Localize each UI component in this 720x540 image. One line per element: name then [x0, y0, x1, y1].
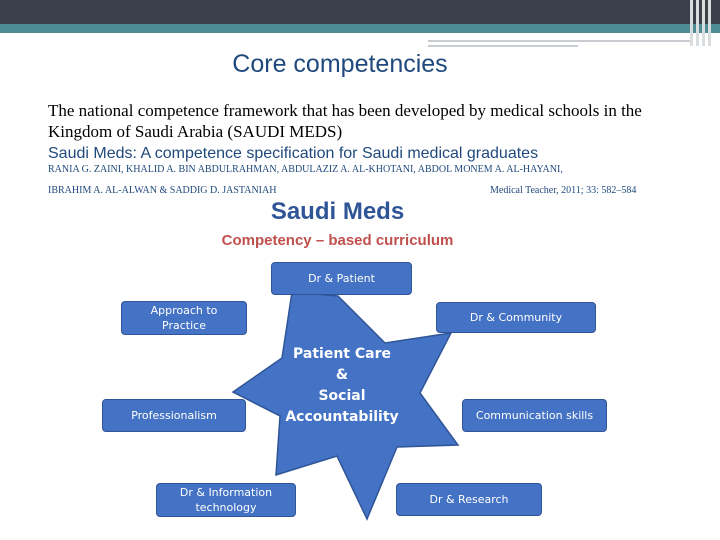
intro-text: The national competence framework that has been developed by medical schools in the Kingdom of Saudi Arabia (SAUDI MEDS)	[48, 101, 642, 141]
node-professionalism	[102, 399, 246, 432]
node-label: Dr & Information	[179, 486, 273, 499]
node-dr-community	[436, 302, 596, 333]
node-label: Dr & Patient	[308, 272, 375, 285]
center-line: Accountability	[285, 409, 399, 425]
authors-line-1: RANIA G. ZAINI, KHALID A. BIN ABDULRAHMAN, ABDULAZIZ A. AL-KHOTANI, ABDOL MONEM A. AL-HAYANI,	[48, 164, 563, 175]
node-label: technology	[195, 501, 257, 514]
center-line: Social	[318, 388, 366, 404]
top-bar	[0, 0, 720, 24]
top-corner-stripes	[690, 0, 720, 46]
figure-subtitle: Competency – based curriculum	[221, 232, 454, 249]
node-label: Approach to	[150, 304, 218, 317]
figure-title: Saudi Meds	[270, 198, 405, 225]
node-approach-to-practice	[121, 301, 247, 335]
slide-title: Core competencies	[232, 50, 448, 78]
top-accent-bar	[0, 24, 720, 33]
decorative-rule	[428, 40, 690, 42]
paper-title: Saudi Meds: A competence specification for Saudi medical graduates	[48, 145, 539, 162]
node-label: Dr & Community	[469, 311, 563, 324]
node-label: Practice	[162, 319, 206, 332]
center-label	[262, 344, 422, 428]
center-line: &	[335, 367, 349, 383]
authors-line-2: IBRAHIM A. AL-ALWAN & SADDIG D. JASTANIAH	[48, 185, 277, 196]
node-dr-patient	[271, 262, 412, 295]
node-dr-research	[396, 483, 542, 516]
node-label: Dr & Research	[429, 493, 509, 506]
node-label: Communication skills	[475, 409, 594, 422]
node-dr-information-technology	[156, 483, 296, 517]
decorative-rule	[428, 45, 578, 47]
node-label: Professionalism	[131, 409, 217, 422]
center-line: Patient Care	[293, 346, 391, 362]
node-communication-skills	[462, 399, 607, 432]
journal-citation: Medical Teacher, 2011; 33: 582–584	[490, 185, 637, 196]
